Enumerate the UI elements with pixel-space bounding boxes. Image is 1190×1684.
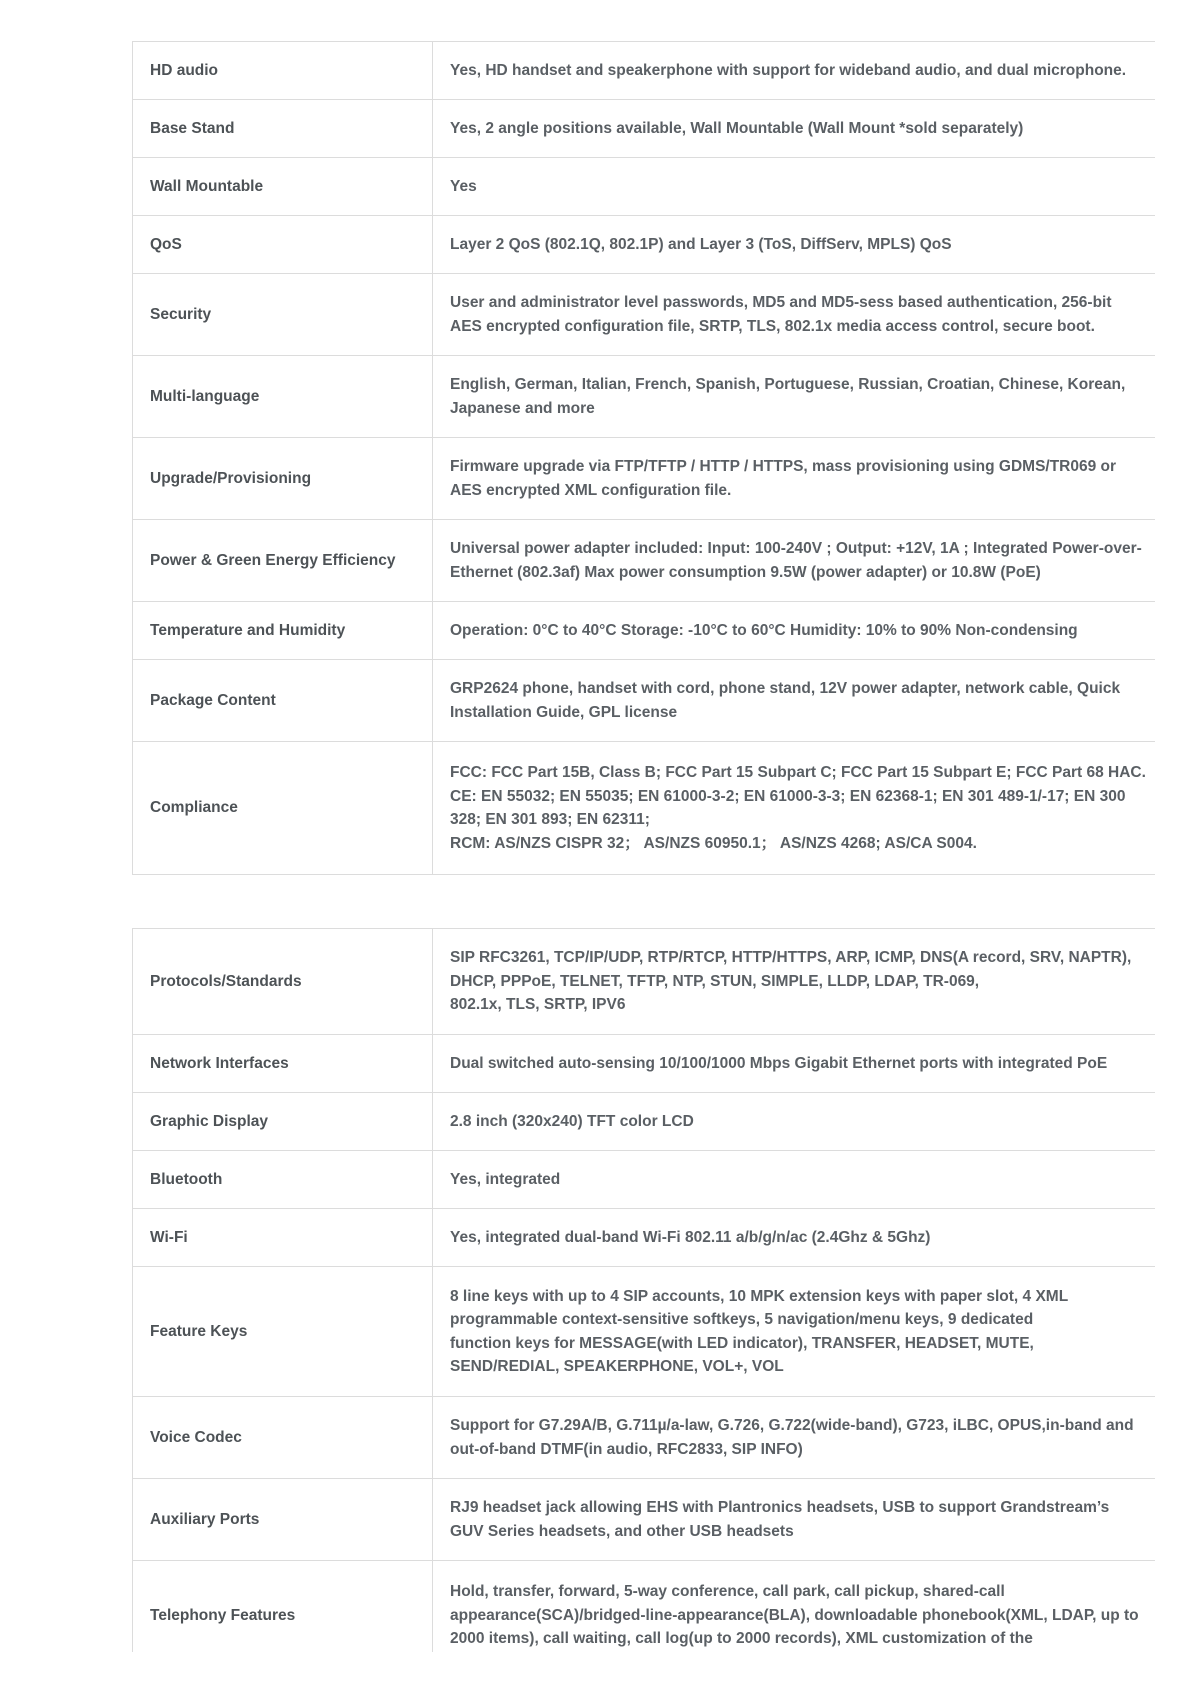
spec-label: Package Content xyxy=(133,660,433,742)
table-row xyxy=(133,158,1155,216)
spec-value-line: Dual switched auto-sensing 10/100/1000 Mbps Gigabit Ethernet ports with integrated PoE xyxy=(450,1054,1108,1072)
table-row xyxy=(133,520,1155,602)
table-row xyxy=(133,1151,1155,1209)
table-row xyxy=(133,1035,1155,1093)
spec-value-line: Operation: 0°C to 40°C Storage: -10°C to 60°C Humidity: 10% to 90% Non-condensing xyxy=(450,621,1078,639)
spec-value-line: 2.8 inch (320x240) TFT color LCD xyxy=(450,1112,694,1130)
spec-value xyxy=(433,1267,1155,1397)
spec-value xyxy=(433,1093,1155,1151)
spec-value xyxy=(433,1479,1155,1561)
spec-value-line: SIP RFC3261, TCP/IP/UDP, RTP/RTCP, HTTP/HTTPS, ARP, ICMP, DNS(A record, SRV, NAPTR), DHCP, PPPoE, TELNET, TFTP, NTP, STUN, SIMPLE, LLDP, LDAP, TR-069, xyxy=(450,949,1132,990)
spec-value-line: 8 line keys with up to 4 SIP accounts, 10 MPK extension keys with paper slot, 4 XML programmable context-sensitive softkeys, 5 navigation/menu keys, 9 dedicated xyxy=(450,1287,1068,1328)
spec-label: Multi-language xyxy=(133,356,433,438)
spec-value-line: Universal power adapter included: Input: 100-240V ; Output: +12V, 1A ; Integrated Power-over-Ethernet (802.3af) Max power consumption 9.5W (power adapter) or 10.8W (PoE) xyxy=(450,540,1142,581)
spec-value xyxy=(433,100,1155,158)
spec-label: Network Interfaces xyxy=(133,1035,433,1093)
spec-value-line: User and administrator level passwords, MD5 and MD5-sess based authentication, 256-bit AES encrypted configuration file, SRTP, TLS, 802.1x media access control, secure boot. xyxy=(450,294,1112,335)
table-row xyxy=(133,1479,1155,1561)
spec-value xyxy=(433,1035,1155,1093)
spec-value xyxy=(433,1151,1155,1209)
spec-value-line: 802.1x, TLS, SRTP, IPV6 xyxy=(450,996,626,1014)
spec-value xyxy=(433,520,1155,602)
table-row xyxy=(133,929,1155,1035)
spec-value xyxy=(433,929,1155,1035)
table-row xyxy=(133,1397,1155,1479)
spec-value-line: GRP2624 phone, handset with cord, phone stand, 12V power adapter, network cable, Quick Installation Guide, GPL license xyxy=(450,680,1121,721)
spec-label: Base Stand xyxy=(133,100,433,158)
table-row xyxy=(133,274,1155,356)
spec-value xyxy=(433,742,1155,875)
table-row xyxy=(133,100,1155,158)
spec-label: Auxiliary Ports xyxy=(133,1479,433,1561)
spec-label: Security xyxy=(133,274,433,356)
spec-value-line: Yes, 2 angle positions available, Wall Mountable (Wall Mount *sold separately) xyxy=(450,119,1024,137)
spec-label: HD audio xyxy=(133,42,433,100)
spec-table-1 xyxy=(132,41,1155,875)
spec-label: Protocols/Standards xyxy=(133,929,433,1035)
spec-value-line: Support for G7.29A/B, G.711µ/a-law, G.726, G.722(wide-band), G723, iLBC, OPUS,in-band and out-of-band DTMF(in audio, RFC2833, SIP INFO) xyxy=(450,1417,1134,1458)
spec-table-2 xyxy=(132,928,1155,1561)
spec-label: Temperature and Humidity xyxy=(133,602,433,660)
spec-value xyxy=(433,42,1155,100)
spec-value-line: Yes, integrated dual-band Wi-Fi 802.11 a/b/g/n/ac (2.4Ghz & 5Ghz) xyxy=(450,1228,931,1246)
spec-value: Hold, transfer, forward, 5-way conference, call park, call pickup, shared-call appearance(SCA)/bridged-line-appearance(BLA), downloadable phonebook(XML, LDAP, up to 2000 items), call waiting, call log(up to 2000 records), XML customization of the xyxy=(433,1561,1155,1653)
table-row xyxy=(133,660,1155,742)
spec-value xyxy=(433,1397,1155,1479)
spec-value-line: English, German, Italian, French, Spanish, Portuguese, Russian, Croatian, Chinese, Korean, Japanese and more xyxy=(450,376,1126,417)
spec-value-line: RCM: AS/NZS CISPR 32； AS/NZS 60950.1； AS/NZS 4268; AS/CA S004. xyxy=(450,834,977,852)
table-row xyxy=(133,216,1155,274)
spec-value xyxy=(433,356,1155,438)
spec-label: Voice Codec xyxy=(133,1397,433,1479)
spec-label: Feature Keys xyxy=(133,1267,433,1397)
spec-value xyxy=(433,602,1155,660)
spec-value-line: Yes, HD handset and speakerphone with support for wideband audio, and dual microphone. xyxy=(450,61,1127,79)
spec-table-1-body xyxy=(133,42,1155,875)
spec-value-line: Yes, integrated xyxy=(450,1170,561,1188)
spec-label: Bluetooth xyxy=(133,1151,433,1209)
table-row xyxy=(133,1267,1155,1397)
table-row xyxy=(133,42,1155,100)
spec-table-2-cut-section xyxy=(132,1560,1162,1652)
spec-table-2-continued xyxy=(132,1560,1155,1652)
spec-value-line: Yes xyxy=(450,177,477,195)
spec-label: Wall Mountable xyxy=(133,158,433,216)
table-row xyxy=(133,1561,1155,1653)
spec-value xyxy=(433,158,1155,216)
spec-value xyxy=(433,274,1155,356)
spec-label: Compliance xyxy=(133,742,433,875)
spec-value-line: FCC: FCC Part 15B, Class B; FCC Part 15 Subpart C; FCC Part 15 Subpart E; FCC Part 68 HAC. xyxy=(450,764,1146,781)
spec-value xyxy=(433,438,1155,520)
table-row xyxy=(133,742,1155,875)
spec-table-2-body xyxy=(133,929,1155,1561)
spec-value-line: CE: EN 55032; EN 55035; EN 61000-3-2; EN 61000-3-3; EN 62368-1; EN 301 489-1/-17; EN 300 328; EN 301 893; EN 62311; xyxy=(450,787,1126,828)
spec-label: Upgrade/Provisioning xyxy=(133,438,433,520)
table-row xyxy=(133,602,1155,660)
spec-label: QoS xyxy=(133,216,433,274)
spec-value xyxy=(433,660,1155,742)
spec-value xyxy=(433,216,1155,274)
spec-value-line: RJ9 headset jack allowing EHS with Plantronics headsets, USB to support Grandstream’s GUV Series headsets, and other USB headsets xyxy=(450,1499,1110,1540)
spec-label: Telephony Features xyxy=(133,1561,433,1653)
table-row xyxy=(133,438,1155,520)
spec-label: Wi-Fi xyxy=(133,1209,433,1267)
table-row xyxy=(133,356,1155,438)
spec-value-line: Firmware upgrade via FTP/TFTP / HTTP / HTTPS, mass provisioning using GDMS/TR069 or AES encrypted XML configuration file. xyxy=(450,458,1117,499)
table-row xyxy=(133,1093,1155,1151)
spec-label: Power & Green Energy Efficiency xyxy=(133,520,433,602)
spec-value-line: function keys for MESSAGE(with LED indicator), TRANSFER, HEADSET, MUTE, SEND/REDIAL, SPEAKERPHONE, VOL+, VOL xyxy=(450,1334,1034,1375)
spec-label: Graphic Display xyxy=(133,1093,433,1151)
spec-value-line: Layer 2 QoS (802.1Q, 802.1P) and Layer 3 (ToS, DiffServ, MPLS) QoS xyxy=(450,235,952,253)
spec-value xyxy=(433,1209,1155,1267)
table-row xyxy=(133,1209,1155,1267)
